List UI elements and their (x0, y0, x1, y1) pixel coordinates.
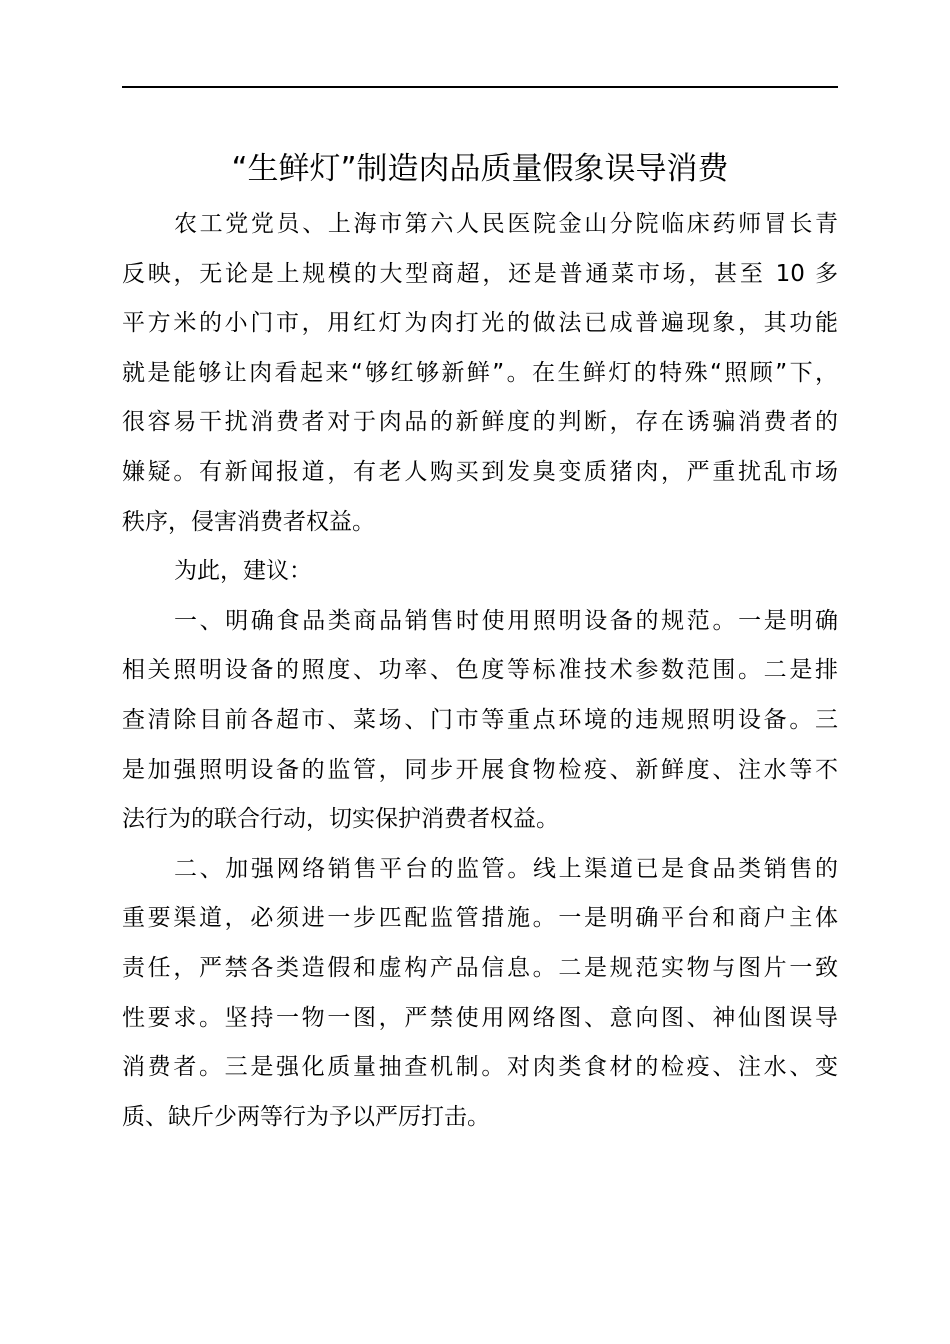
paragraph-report (122, 200, 838, 547)
text-line: 就是能够让肉看起来“够红够新鲜”。在生鲜灯的特殊“照顾”下， (122, 359, 838, 386)
document-title: “生鲜灯”制造肉品质量假象误导消费 (231, 150, 729, 187)
text-line: 很容易干扰消费者对于肉品的新鲜度的判断，存在诱骗消费者的 (122, 409, 838, 436)
text-line: 一、明确食品类商品销售时使用照明设备的规范。一是明确 (174, 607, 838, 634)
text-line: 二、加强网络销售平台的监管。线上渠道已是食品类销售的 (174, 855, 838, 882)
text-line: 为此，建议： (174, 558, 312, 585)
text-line: 性要求。坚持一物一图，严禁使用网络图、意向图、神仙图误导 (122, 1004, 838, 1031)
text-line: 嫌疑。有新闻报道，有老人购买到发臭变质猪肉，严重扰乱市场 (122, 458, 838, 485)
text-line: 农工党党员、上海市第六人民医院金山分院临床药师冒长青 (174, 211, 838, 237)
text-line: 责任，严禁各类造假和虚构产品信息。二是规范实物与图片一致 (122, 954, 838, 981)
text-line: 查清除目前各超市、菜场、门市等重点环境的违规照明设备。三 (122, 706, 838, 733)
paragraph-suggestion-1 (122, 597, 838, 845)
paragraph-intro-suggestions (122, 547, 838, 597)
text-line: 反映，无论是上规模的大型商超，还是普通菜市场，甚至 10 多 (122, 260, 838, 287)
text-line: 相关照明设备的照度、功率、色度等标准技术参数范围。二是排 (122, 657, 838, 684)
text-line: 重要渠道，必须进一步匹配监管措施。一是明确平台和商户主体 (122, 905, 838, 932)
text-line: 秩序，侵害消费者权益。 (122, 508, 375, 535)
text-line: 法行为的联合行动，切实保护消费者权益。 (122, 806, 559, 833)
text-line: 平方米的小门市，用红灯为肉打光的做法已成普遍现象，其功能 (122, 310, 838, 337)
text-line: 质、缺斤少两等行为予以严厉打击。 (122, 1103, 490, 1130)
text-line: 是加强照明设备的监管，同步开展食物检疫、新鲜度、注水等不 (122, 756, 838, 783)
header-rule (122, 86, 838, 88)
document-body (122, 200, 838, 1142)
text-line: 消费者。三是强化质量抽查机制。对肉类食材的检疫、注水、变 (122, 1054, 838, 1081)
paragraph-suggestion-2 (122, 845, 838, 1143)
